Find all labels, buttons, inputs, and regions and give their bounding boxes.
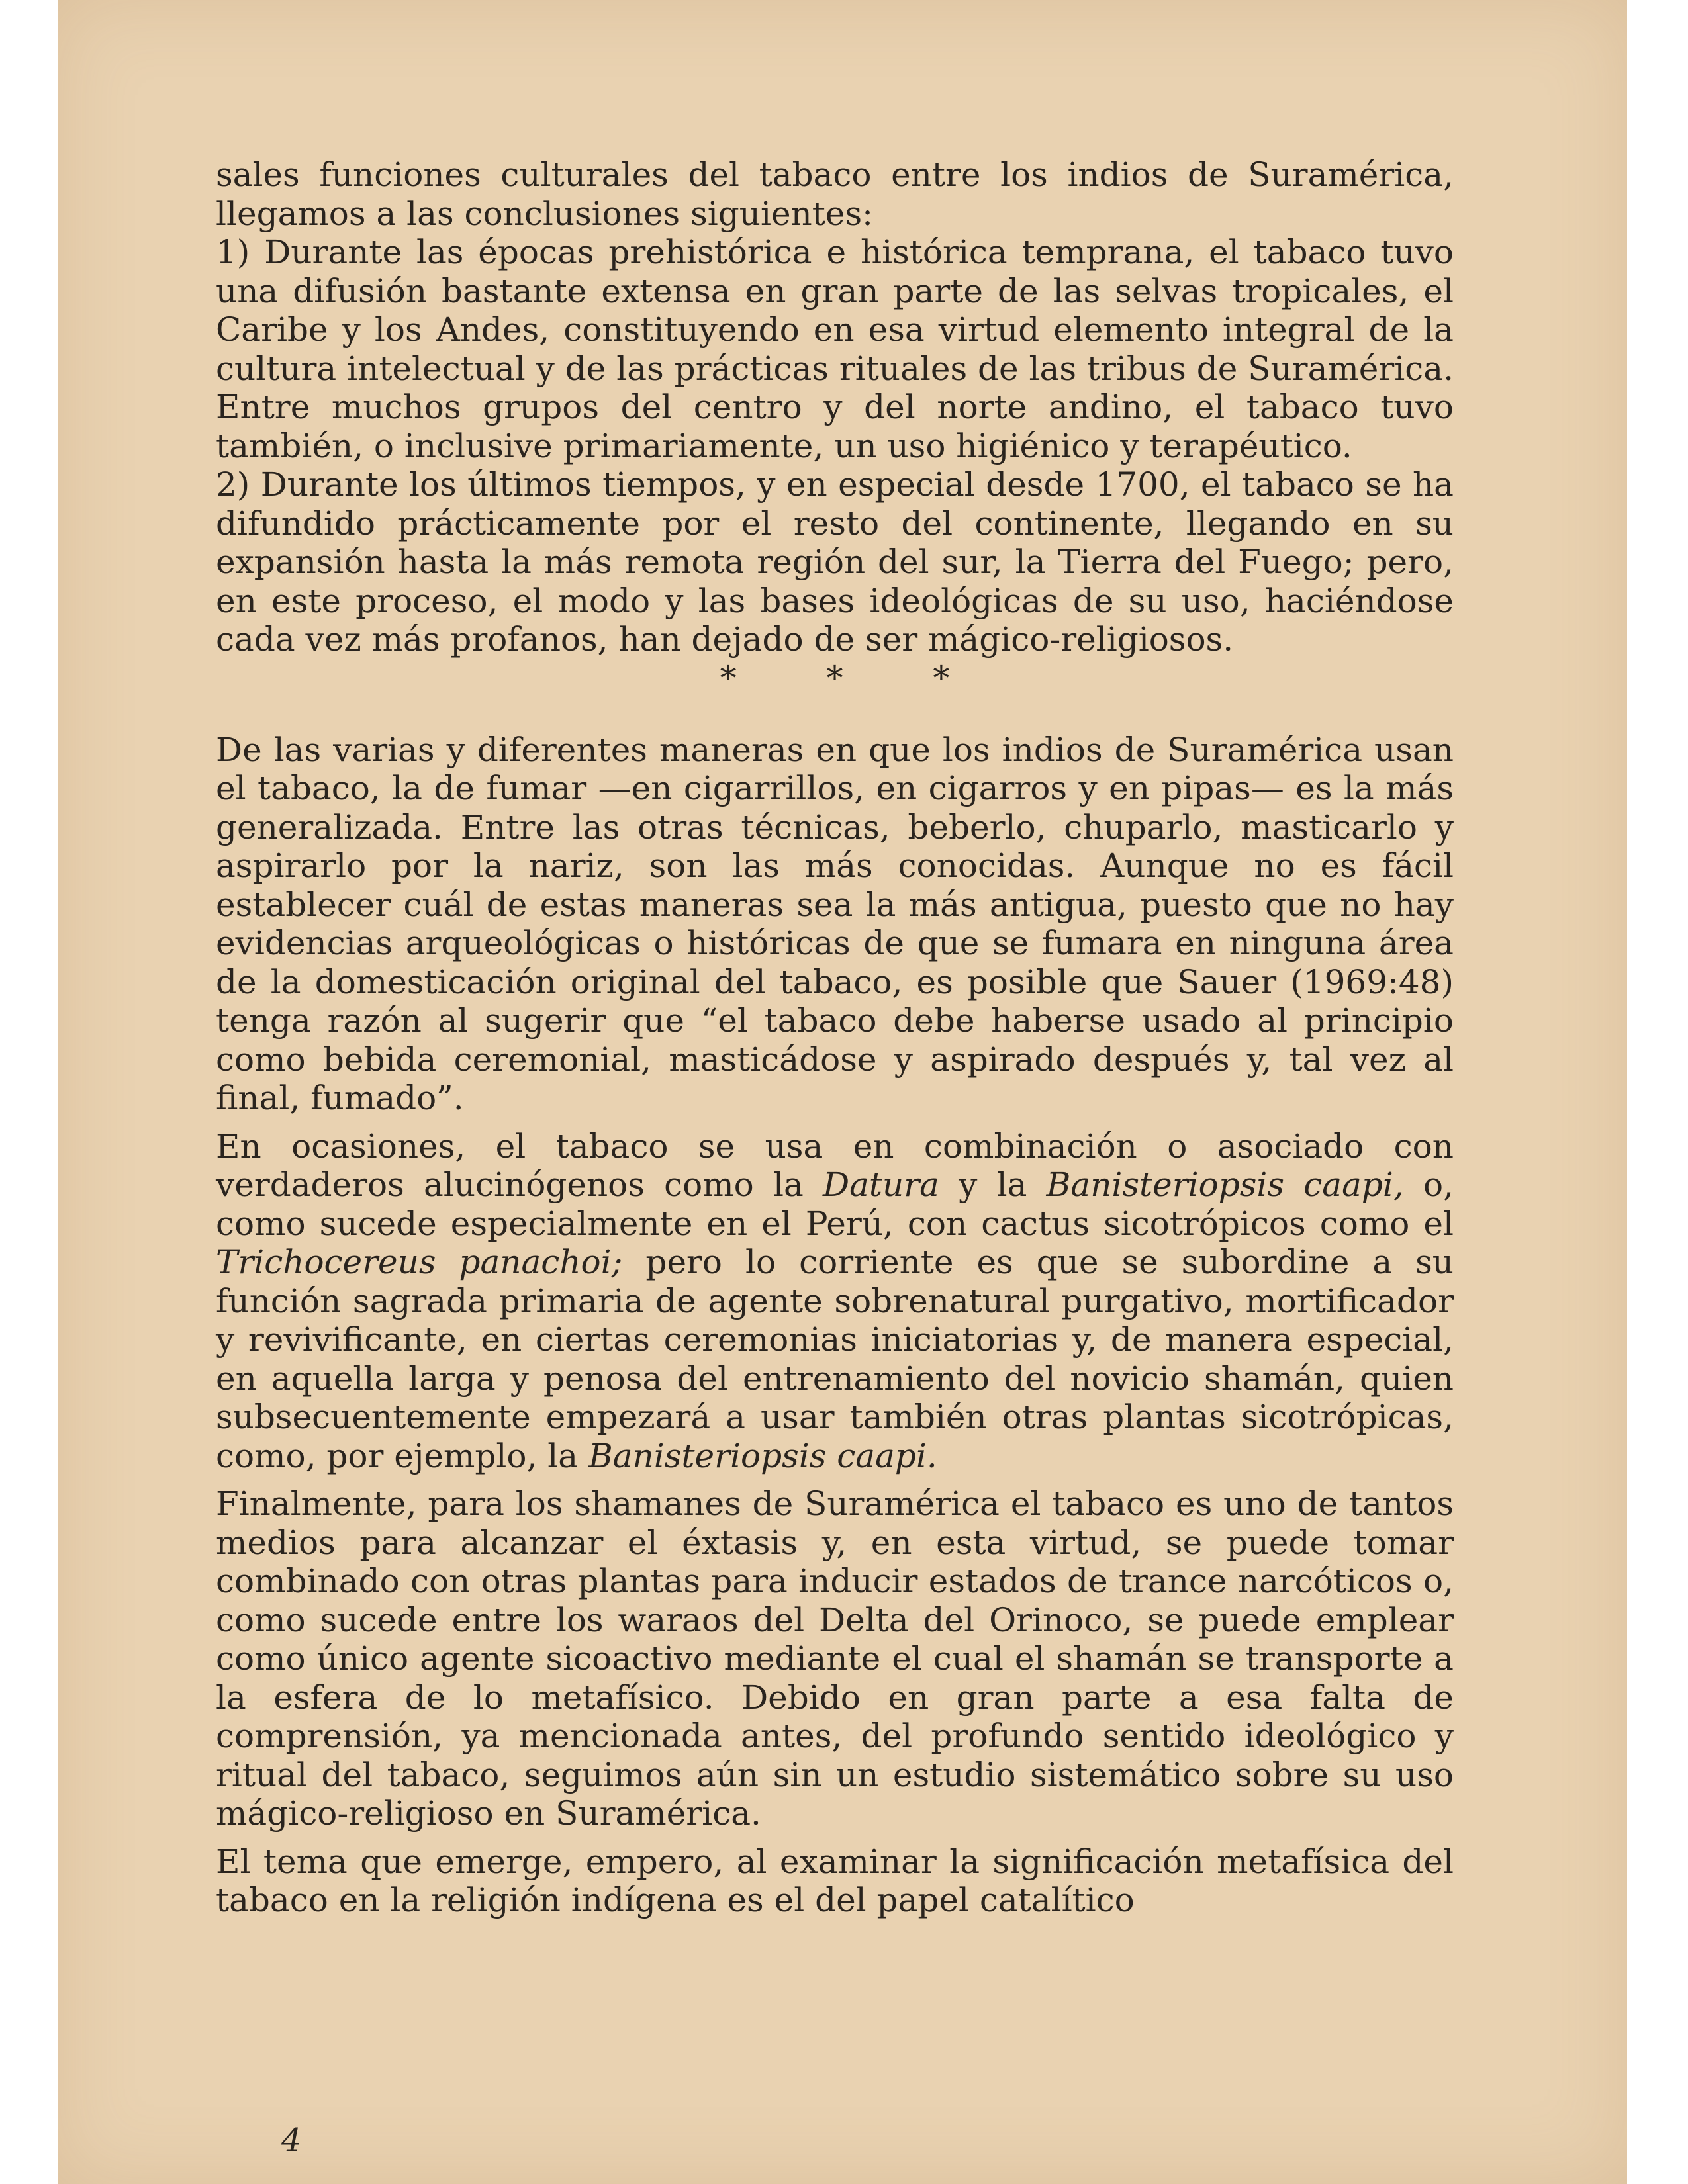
paragraph-conclusion-2: 2) Durante los últimos tiempos, y en especial desde 1700, el tabaco se ha difundido prácticamente por el resto del continente, llegando en su expansión hasta la más remota región del sur, la Tierra del Fuego; pero, en este proceso, el modo y las bases ideológicas de su uso, haciéndose cada vez más profanos, han dejado de ser mágico-religiosos. [216,465,1454,659]
paragraph-shamans-ecstasy: Finalmente, para los shamanes de Suramérica el tabaco es uno de tantos medios para alcanzar el éxtasis y, en esta virtud, se puede tomar combinado con otras plantas para inducir estados de trance narcóticos o, como sucede entre los waraos del Delta del Orinoco, se puede emplear como único agente sicoactivo mediante el cual el shamán se transporte a la esfera de lo metafísico. Debido en gran parte a esa falta de comprensión, ya mencionada antes, del profundo sentido ideológico y ritual del tabaco, seguimos aún sin un estudio sistemático sobre su uso mágico-religioso en Suramérica. [216,1484,1454,1833]
term-trichocereus: Trichocereus panachoi; [216,1243,623,1281]
term-datura: Datura [823,1165,939,1204]
page-body [216,156,1454,1920]
term-banisteriopsis: Banisteriopsis caapi, [1046,1165,1404,1204]
term-banisteriopsis-2: Banisteriopsis caapi. [588,1436,937,1475]
paragraph-hallucinogens: En ocasiones, el tabaco se usa en combinación o asociado con verdaderos alucinógenos como la Datura y la Banisteriopsis caapi, o, como sucede especialmente en el Perú, con cactus sicotrópicos como el Trichocereus panachoi; pero lo corriente es que se subordine a su función sagrada primaria de agente sobrenatural purgativo, mortificador y revivificante, en ciertas ceremonias iniciatorias y, de manera especial, en aquella larga y penosa del entrenamiento del novicio shamán, quien subsecuentemente empezará a usar también otras plantas sicotrópicas, como, por ejemplo, la Banisteriopsis caapi. [216,1126,1454,1475]
paragraph-smoking-methods: De las varias y diferentes maneras en que los indios de Suramérica usan el tabaco, la de fumar —en cigarrillos, en cigarros y en pipas— es la más generalizada. Entre las otras técnicas, beberlo, chuparlo, masticarlo y aspirarlo por la nariz, son las más conocidas. Aunque no es fácil establecer cuál de estas maneras sea la más antigua, puesto que no hay evidencias arqueológicas o históricas de que se fumara en ninguna área de la domesticación original del tabaco, es posible que Sauer (1969:48) tenga razón al sugerir que “el tabaco debe haberse usado al principio como bebida ceremonial, masticádose y aspirado después y, tal vez al final, fumado”. [216,730,1454,1117]
paragraph-intro: sales funciones culturales del tabaco entre los indios de Suramérica, llegamos a las conclusiones siguientes: [216,156,1454,233]
section-separator: * * * [720,659,990,698]
page-number: 4 [281,2122,302,2159]
paragraph-theme: El tema que emerge, empero, al examinar la significación metafísica del tabaco en la religión indígena es el del papel catalítico [216,1842,1454,1919]
paragraph-conclusion-1: 1) Durante las épocas prehistórica e histórica temprana, el tabaco tuvo una difusión bastante extensa en gran parte de las selvas tropicales, el Caribe y los Andes, constituyendo en esa virtud elemento integral de la cultura intelectual y de las prácticas rituales de las tribus de Suramérica. Entre muchos grupos del centro y del norte andino, el tabaco tuvo también, o inclusive primariamente, un uso higiénico y terapéutico. [216,233,1454,465]
